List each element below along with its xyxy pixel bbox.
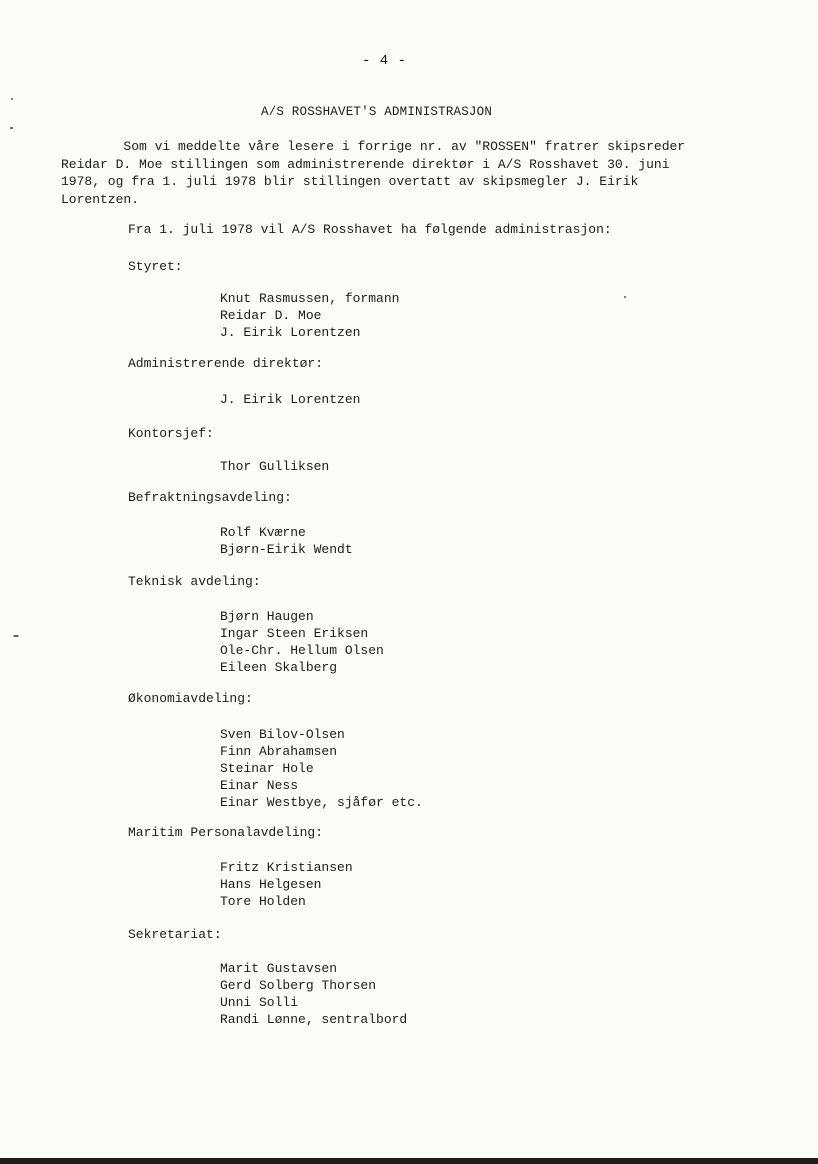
section-heading-sekretariat: Sekretariat: (128, 927, 222, 942)
person-name: Unni Solli (220, 995, 299, 1010)
section-names-okonomiavdeling (220, 726, 423, 811)
person-name: Ole-Chr. Hellum Olsen (220, 643, 384, 658)
intro-line: Lorentzen. (61, 191, 140, 207)
person-name: Einar Westbye, sjåfør etc. (220, 795, 423, 810)
person-name: Thor Gulliksen (220, 459, 330, 474)
person-name: Bjørn Haugen (220, 609, 314, 624)
person-name: Knut Rasmussen, formann (220, 291, 400, 306)
intro-line: Som vi meddelte våre lesere i forrige nr. av "ROSSEN" fratrer skipsreder (61, 139, 686, 154)
person-name: Steinar Hole (220, 761, 314, 776)
person-name: Randi Lønne, sentralbord (220, 1012, 408, 1027)
section-heading-okonomiavdeling: Økonomiavdeling: (128, 691, 253, 706)
person-name: Finn Abrahamsen (220, 744, 338, 759)
section-names-sekretariat (220, 960, 407, 1028)
section-names-styret (220, 290, 399, 341)
scan-speck (13, 635, 19, 637)
section-heading-kontorsjef: Kontorsjef: (128, 426, 214, 441)
section-heading-maritim-personalavdeling: Maritim Personalavdeling: (128, 825, 324, 840)
person-name: Bjørn-Eirik Wendt (220, 542, 353, 557)
intro-line: Reidar D. Moe stillingen som administrerende direktør i A/S Rosshavet 30. juni (61, 156, 670, 172)
person-name: Hans Helgesen (220, 877, 322, 892)
section-heading-administrerende-direktor: Administrerende direktør: (128, 356, 324, 371)
person-name: Gerd Solberg Thorsen (220, 978, 377, 993)
document-title: A/S ROSSHAVET'S ADMINISTRASJON (261, 105, 493, 119)
section-names-befraktningsavdeling (220, 524, 353, 558)
scan-speck (624, 296, 626, 298)
intro-line: 1978, og fra 1. juli 1978 blir stillingen overtatt av skipsmegler J. Eirik (61, 174, 639, 189)
person-name: J. Eirik Lorentzen (220, 392, 361, 407)
section-names-administrerende-direktor (220, 391, 360, 408)
page-number: - 4 - (362, 53, 407, 69)
section-names-maritim-personalavdeling (220, 859, 353, 910)
section-heading-befraktningsavdeling: Befraktningsavdeling: (128, 490, 292, 505)
person-name: Eileen Skalberg (220, 660, 338, 675)
lead-sentence: Fra 1. juli 1978 vil A/S Rosshavet ha følgende administrasjon: (128, 222, 612, 237)
section-heading-styret: Styret: (128, 259, 183, 274)
scan-speck (11, 98, 13, 100)
scan-speck (10, 127, 13, 129)
person-name: Rolf Kværne (220, 525, 306, 540)
person-name: Sven Bilov-Olsen (220, 727, 345, 742)
person-name: Marit Gustavsen (220, 961, 338, 976)
section-names-kontorsjef (220, 458, 329, 475)
person-name: Einar Ness (220, 778, 299, 793)
person-name: Fritz Kristiansen (220, 860, 353, 875)
scan-bottom-edge (0, 1158, 818, 1164)
intro-paragraph (61, 138, 741, 208)
person-name: Tore Holden (220, 894, 306, 909)
person-name: J. Eirik Lorentzen (220, 325, 361, 340)
person-name: Ingar Steen Eriksen (220, 626, 369, 641)
section-heading-teknisk-avdeling: Teknisk avdeling: (128, 574, 261, 589)
section-names-teknisk-avdeling (220, 608, 384, 676)
person-name: Reidar D. Moe (220, 308, 322, 323)
